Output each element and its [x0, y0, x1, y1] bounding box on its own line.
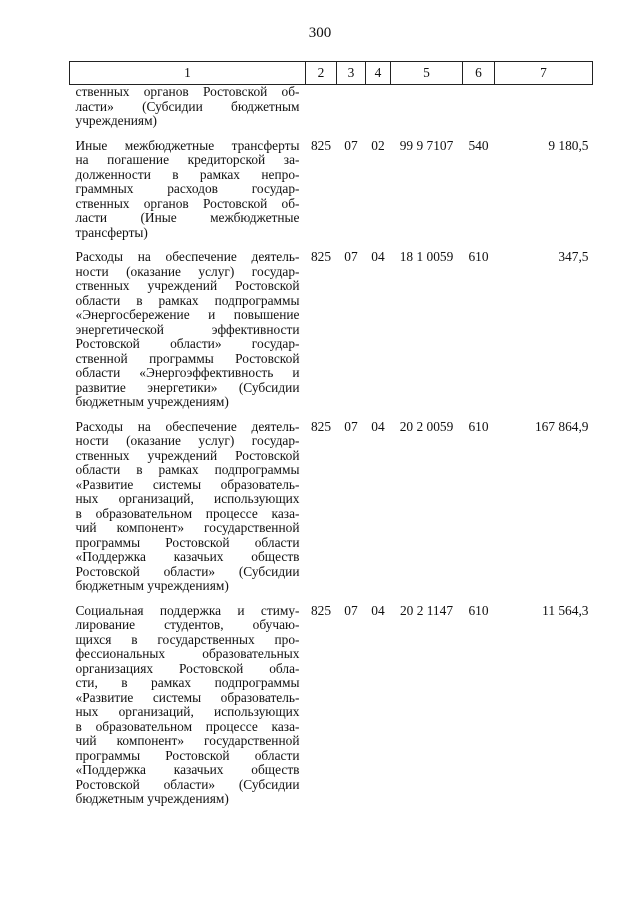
column-header: 6	[463, 62, 495, 85]
column-header: 4	[366, 62, 391, 85]
description-line: учреждениям)	[75, 113, 158, 128]
page-number: 300	[308, 25, 332, 41]
target-article-code: 18 1 0059	[399, 249, 454, 264]
column-header: 7	[495, 62, 593, 85]
description-line: Расходы на обеспечение деятель-	[75, 418, 300, 434]
subsection-code: 02	[371, 137, 385, 153]
description-line: области в рамках подпрограммы	[75, 462, 300, 477]
description-line: Ростовской области» (Субсидии	[75, 563, 300, 579]
description-line: «Энергосбережение и повышение	[75, 307, 300, 322]
description-line: развитие энергетики» (Субсидии	[75, 379, 300, 395]
description-line: ственных органов Ростовской об-	[75, 84, 300, 99]
expense-type-code: 610	[468, 249, 489, 264]
description-line: «Поддержка казачьих обществ	[75, 762, 300, 777]
subsection-code: 04	[371, 249, 385, 264]
target-article-code: 20 2 0059	[399, 418, 454, 434]
description-line: «Развитие системы образователь-	[75, 476, 300, 492]
table-row	[70, 420, 593, 594]
description-line: программы Ростовской области	[75, 747, 300, 763]
table-row	[70, 250, 593, 410]
description-line: ности (оказание услуг) государ-	[75, 263, 300, 279]
target-article-code: 99 9 7107	[399, 137, 454, 153]
subsection-code: 04	[371, 418, 385, 434]
description-line: долженности в рамках непро-	[75, 166, 300, 182]
section-code: 07	[344, 418, 358, 434]
description-line: фессиональных образовательных	[75, 646, 300, 661]
description-line: энергетической эффективности	[75, 321, 300, 337]
column-header: 3	[337, 62, 366, 85]
expense-type-code: 610	[468, 602, 489, 618]
subsection-code: 04	[371, 602, 385, 618]
description-line: Ростовской области» государ-	[75, 336, 300, 351]
description-line: ственных учреждений Ростовской	[75, 278, 300, 293]
description-line: чий компонент» государственной	[75, 520, 300, 535]
table-header	[70, 62, 593, 85]
description-line: Иные межбюджетные трансферты	[75, 137, 300, 153]
table-row	[70, 604, 593, 807]
row-spacer	[70, 594, 593, 604]
expense-type-code: 610	[468, 418, 489, 434]
expense-type-code: 540	[468, 137, 489, 153]
description-line: трансферты)	[75, 224, 148, 240]
description-line: программы Ростовской области	[75, 534, 300, 550]
description-line: щихся в государственных про-	[75, 631, 300, 647]
row-spacer	[70, 129, 593, 139]
description-line: ности (оказание услуг) государ-	[75, 433, 300, 448]
table-body	[70, 85, 593, 807]
description-line: Ростовской области» (Субсидии	[75, 776, 300, 792]
row-description	[70, 420, 306, 594]
ministry-code	[306, 85, 337, 129]
expense-type-code	[463, 85, 495, 129]
ministry-code: 825	[310, 602, 332, 618]
section-code: 07	[344, 249, 358, 264]
budget-table	[69, 61, 593, 807]
description-line: бюджетным учреждениям)	[75, 791, 229, 806]
amount: 347,5	[558, 249, 589, 264]
row-description	[70, 604, 306, 807]
description-line: Расходы на обеспечение деятель-	[75, 249, 300, 264]
column-header: 1	[70, 62, 306, 85]
description-line: бюджетным учреждениям)	[75, 394, 229, 409]
description-line: ных организаций, использующих	[75, 704, 300, 719]
description-line: ственной программы Ростовской	[75, 350, 300, 366]
target-article-code	[391, 85, 463, 129]
description-line: области «Энергоэффективность и	[75, 365, 300, 380]
description-line: в образовательном процессе каза-	[75, 718, 300, 734]
row-spacer	[70, 410, 593, 420]
ministry-code: 825	[310, 418, 332, 434]
description-line: лирование студентов, обучаю-	[75, 617, 300, 632]
description-line: области в рамках подпрограммы	[75, 292, 300, 308]
description-line: сти, в рамках подпрограммы	[75, 675, 300, 690]
description-line: на погашение кредиторской за-	[75, 152, 300, 167]
description-line: «Поддержка казачьих обществ	[75, 549, 300, 564]
description-line: чий компонент» государственной	[75, 733, 300, 748]
section-code	[337, 85, 366, 129]
amount	[495, 85, 593, 129]
description-line: бюджетным учреждениям)	[75, 578, 229, 593]
description-line: организациях Ростовской обла-	[75, 660, 300, 676]
subsection-code	[366, 85, 391, 129]
description-line: ных организаций, использующих	[75, 491, 300, 506]
description-line: в образовательном процессе каза-	[75, 505, 300, 521]
amount: 9 180,5	[548, 137, 589, 153]
target-article-code: 20 2 1147	[399, 602, 454, 618]
section-code: 07	[344, 137, 358, 153]
table-row	[70, 139, 593, 241]
amount: 167 864,9	[534, 418, 589, 434]
table-row	[70, 85, 593, 129]
row-description	[70, 250, 306, 410]
section-code: 07	[344, 602, 358, 618]
row-description	[70, 139, 306, 241]
amount: 11 564,3	[542, 602, 589, 618]
column-header: 2	[306, 62, 337, 85]
column-header: 5	[391, 62, 463, 85]
description-line: ласти (Иные межбюджетные	[75, 210, 300, 225]
description-line: «Развитие системы образователь-	[75, 689, 300, 705]
description-line: Социальная поддержка и стиму-	[75, 602, 300, 618]
row-description	[70, 85, 306, 129]
description-line: ственных органов Ростовской об-	[75, 195, 300, 211]
ministry-code: 825	[310, 137, 332, 153]
description-line: ласти» (Субсидии бюджетным	[75, 98, 300, 114]
description-line: ственных учреждений Ростовской	[75, 447, 300, 463]
description-line: граммных расходов государ-	[75, 181, 300, 196]
ministry-code: 825	[310, 249, 332, 264]
